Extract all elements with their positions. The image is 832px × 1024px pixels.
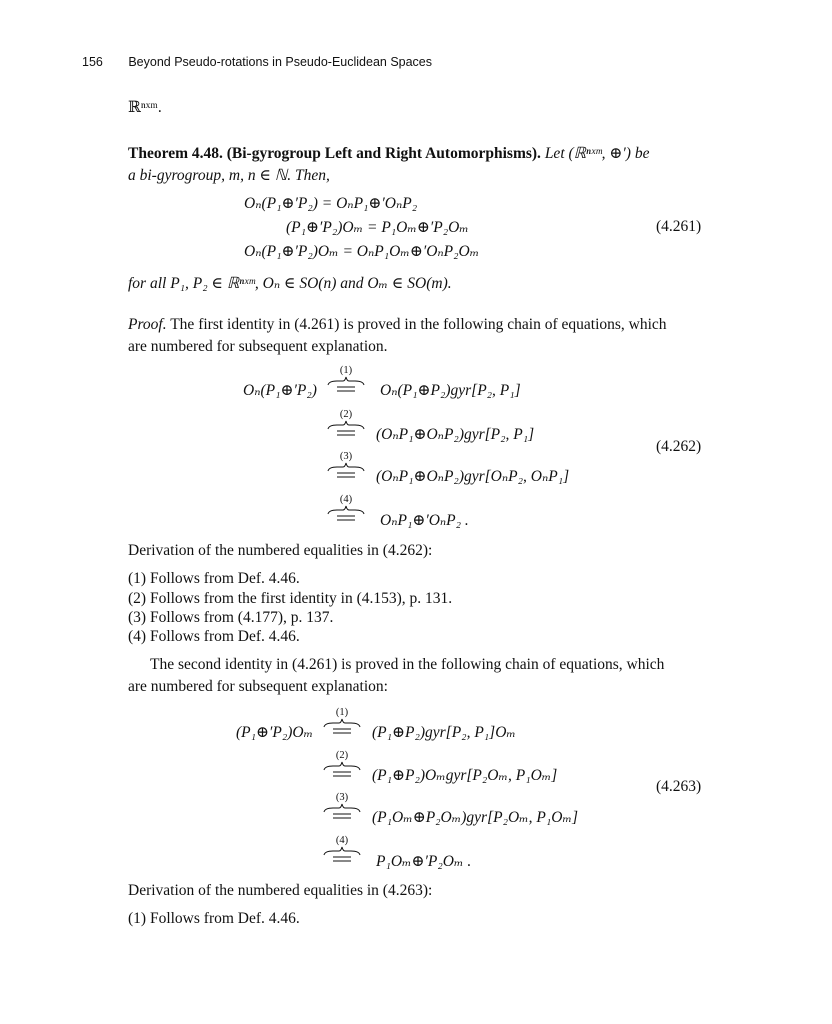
page-header (82, 55, 432, 69)
equation-number-4-262: (4.262) (656, 438, 702, 455)
chain1-relation-1 (326, 365, 366, 392)
overbrace-icon (322, 846, 362, 856)
theorem-statement-1: Let (ℝⁿˣᵐ, ⊕′) be (544, 145, 650, 162)
derivation2-item-1: (1) Follows from Def. 4.46. (128, 910, 300, 927)
running-title: Beyond Pseudo-rotations in Pseudo-Euclidean Spaces (128, 55, 433, 69)
chain2-rhs-1: (P₁⊕P₂)gyr[P₂, P₁]Oₘ (372, 724, 516, 741)
derivation1-item-1: (1) Follows from Def. 4.46. (128, 570, 300, 587)
equals-icon (337, 472, 355, 478)
chain2-relation-2 (322, 750, 362, 777)
equation-number-4-263: (4.263) (656, 778, 702, 795)
proof-intro-line-1 (128, 316, 667, 334)
derivation1-heading: Derivation of the numbered equalities in (4.262): (128, 542, 433, 559)
derivation1-item-2: (2) Follows from the first identity in (4.153), p. 131. (128, 590, 453, 607)
chain1-label-1: (1) (339, 365, 353, 376)
theorem-equation-1: Oₙ(P₁⊕′P₂) = OₙP₁⊕′OₙP₂ (244, 195, 418, 212)
equals-icon (333, 856, 351, 862)
chain1-label-2: (2) (339, 409, 353, 420)
equals-icon (337, 430, 355, 436)
chain1-rhs-1: Oₙ(P₁⊕P₂)gyr[P₂, P₁] (380, 382, 521, 399)
equals-icon (333, 771, 351, 777)
theorem-statement-2: a bi-gyrogroup, m, n ∈ ℕ. Then, (128, 167, 330, 184)
derivation1-item-3: (3) Follows from (4.177), p. 137. (128, 609, 334, 626)
chain1-relation-3 (326, 451, 366, 478)
theorem-equation-3: Oₙ(P₁⊕′P₂)Oₘ = OₙP₁Oₘ⊕′OₙP₂Oₘ (244, 243, 480, 260)
chain2-label-3: (3) (335, 792, 349, 803)
overbrace-icon (322, 761, 362, 771)
chain2-relation-1 (322, 707, 362, 734)
theorem-condition: for all P₁, P₂ ∈ ℝⁿˣᵐ, Oₙ ∈ SO(n) and Oₘ ∈ SO(m). (128, 275, 452, 292)
chain2-label-2: (2) (335, 750, 349, 761)
derivation1-item-4: (4) Follows from Def. 4.46. (128, 628, 300, 645)
chain2-rhs-3: (P₁Oₘ⊕P₂Oₘ)gyr[P₂Oₘ, P₁Oₘ] (372, 809, 579, 826)
chain1-rhs-2: (OₙP₁⊕OₙP₂)gyr[P₂, P₁] (376, 426, 535, 443)
equals-icon (337, 386, 355, 392)
second-intro-2: are numbered for subsequent explanation: (128, 678, 388, 695)
overbrace-icon (326, 420, 366, 430)
overbrace-icon (322, 803, 362, 813)
equation-number-4-261: (4.261) (656, 218, 702, 235)
overbrace-icon (326, 462, 366, 472)
proof-intro-1: The first identity in (4.261) is proved in the following chain of equations, which (170, 316, 667, 333)
derivation2-heading: Derivation of the numbered equalities in (4.263): (128, 882, 433, 899)
proof-intro-2: are numbered for subsequent explanation. (128, 338, 388, 355)
top-line: ℝⁿˣᵐ. (128, 99, 162, 116)
chain2-relation-3 (322, 792, 362, 819)
theorem-equation-2: (P₁⊕′P₂)Oₘ = P₁Oₘ⊕′P₂Oₘ (286, 219, 469, 236)
equals-icon (333, 728, 351, 734)
equals-icon (337, 515, 355, 521)
chain1-rhs-3: (OₙP₁⊕OₙP₂)gyr[OₙP₂, OₙP₁] (376, 468, 570, 485)
chain1-label-3: (3) (339, 451, 353, 462)
overbrace-icon (322, 718, 362, 728)
chain1-relation-2 (326, 409, 366, 436)
equals-icon (333, 813, 351, 819)
chain2-rhs-4: P₁Oₘ⊕′P₂Oₘ . (376, 853, 472, 870)
chain1-label-4: (4) (339, 494, 353, 505)
second-intro-1: The second identity in (4.261) is proved in the following chain of equations, which (150, 656, 665, 673)
proof-label: Proof. (128, 316, 167, 333)
overbrace-icon (326, 505, 366, 515)
overbrace-icon (326, 376, 366, 386)
chain1-relation-4 (326, 494, 366, 521)
theorem-line-1 (128, 144, 649, 163)
page-number: 156 (82, 55, 103, 69)
chain2-label-1: (1) (335, 707, 349, 718)
theorem-label: Theorem 4.48. (Bi-gyrogroup Left and Right Automorphisms). (128, 145, 541, 162)
chain2-relation-4 (322, 835, 362, 862)
chain1-rhs-4: OₙP₁⊕′OₙP₂ . (380, 512, 469, 529)
chain2-rhs-2: (P₁⊕P₂)Oₘgyr[P₂Oₘ, P₁Oₘ] (372, 767, 558, 784)
chain2-label-4: (4) (335, 835, 349, 846)
chain2-lhs: (P₁⊕′P₂)Oₘ (236, 724, 314, 741)
chain1-lhs: Oₙ(P₁⊕′P₂) (243, 382, 317, 399)
